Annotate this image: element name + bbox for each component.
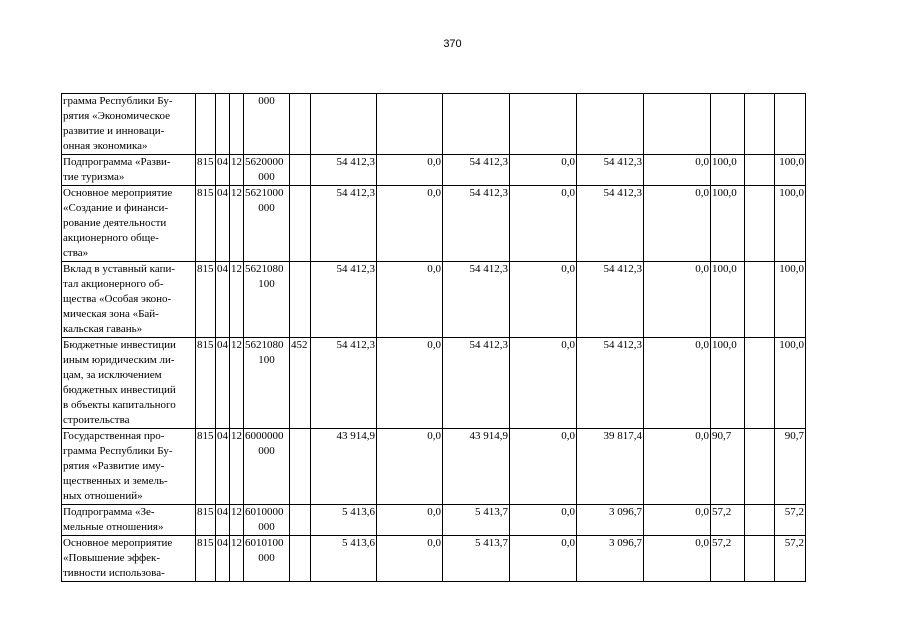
expense-type-code — [290, 536, 311, 582]
value-1: 54 412,3 — [311, 338, 377, 429]
percent-1 — [711, 94, 745, 155]
value-5: 3 096,7 — [577, 505, 644, 536]
value-5: 39 817,4 — [577, 429, 644, 505]
subsection-code: 12 — [230, 338, 244, 429]
budget-table — [61, 93, 806, 582]
value-5 — [577, 94, 644, 155]
page-number: 370 — [443, 38, 462, 50]
percent-2: 57,2 — [775, 505, 806, 536]
value-4: 0,0 — [510, 186, 577, 262]
admin-code: 815 — [196, 505, 216, 536]
expense-type-code — [290, 94, 311, 155]
value-5: 54 412,3 — [577, 338, 644, 429]
target-article-code-line1: 6000000 — [245, 430, 284, 442]
target-article-code-line1: 5621080 — [245, 263, 284, 275]
value-4: 0,0 — [510, 155, 577, 186]
value-6: 0,0 — [644, 429, 711, 505]
value-1: 54 412,3 — [311, 155, 377, 186]
percent-2: 57,2 — [775, 536, 806, 582]
percent-2: 100,0 — [775, 262, 806, 338]
table-row — [62, 262, 806, 338]
value-3: 43 914,9 — [443, 429, 510, 505]
target-article-code-line2: 000 — [258, 171, 275, 183]
table-row — [62, 338, 806, 429]
subsection-code: 12 — [230, 536, 244, 582]
value-8 — [745, 186, 775, 262]
value-8 — [745, 155, 775, 186]
section-code: 04 — [216, 505, 230, 536]
value-1: 54 412,3 — [311, 186, 377, 262]
admin-code: 815 — [196, 186, 216, 262]
value-3: 54 412,3 — [443, 262, 510, 338]
target-article-code — [244, 262, 290, 338]
target-article-code-line2: 000 — [258, 95, 275, 107]
value-2: 0,0 — [377, 155, 443, 186]
value-6: 0,0 — [644, 338, 711, 429]
table-row — [62, 429, 806, 505]
section-code: 04 — [216, 155, 230, 186]
value-1: 43 914,9 — [311, 429, 377, 505]
target-article-code — [244, 155, 290, 186]
value-6: 0,0 — [644, 155, 711, 186]
value-6: 0,0 — [644, 186, 711, 262]
table-row — [62, 536, 806, 582]
subsection-code: 12 — [230, 262, 244, 338]
target-article-code — [244, 338, 290, 429]
section-code: 04 — [216, 429, 230, 505]
value-4: 0,0 — [510, 429, 577, 505]
value-2: 0,0 — [377, 186, 443, 262]
value-2 — [377, 94, 443, 155]
row-name: Основное мероприятие «Повышение эффек- тивности использова- — [62, 536, 196, 582]
value-6: 0,0 — [644, 505, 711, 536]
subsection-code: 12 — [230, 505, 244, 536]
target-article-code-line2: 100 — [258, 278, 275, 290]
value-3: 54 412,3 — [443, 155, 510, 186]
admin-code — [196, 94, 216, 155]
subsection-code: 12 — [230, 429, 244, 505]
target-article-code — [244, 186, 290, 262]
admin-code: 815 — [196, 155, 216, 186]
expense-type-code: 452 — [290, 338, 311, 429]
percent-2: 90,7 — [775, 429, 806, 505]
percent-2: 100,0 — [775, 338, 806, 429]
row-name: Основное мероприятие «Создание и финанси- рование деятельности акционерного обще- ства» — [62, 186, 196, 262]
expense-type-code — [290, 429, 311, 505]
target-article-code-line2: 000 — [258, 445, 275, 457]
value-8 — [745, 536, 775, 582]
section-code: 04 — [216, 536, 230, 582]
row-name: Подпрограмма «Зе- мельные отношения» — [62, 505, 196, 536]
section-code: 04 — [216, 338, 230, 429]
target-article-code-line1: 5621080 — [245, 339, 284, 351]
target-article-code-line1: 6010000 — [245, 506, 284, 518]
value-3: 54 412,3 — [443, 186, 510, 262]
row-name: Бюджетные инвестиции иным юридическим ли- цам, за исключением бюджетных инвестиций в объекты капитального строительства — [62, 338, 196, 429]
value-2: 0,0 — [377, 505, 443, 536]
value-6: 0,0 — [644, 536, 711, 582]
value-8 — [745, 505, 775, 536]
value-1: 5 413,6 — [311, 505, 377, 536]
value-5: 54 412,3 — [577, 186, 644, 262]
target-article-code-line2: 000 — [258, 202, 275, 214]
percent-1: 100,0 — [711, 186, 745, 262]
target-article-code — [244, 94, 290, 155]
subsection-code: 12 — [230, 155, 244, 186]
value-5: 54 412,3 — [577, 262, 644, 338]
target-article-code — [244, 429, 290, 505]
section-code: 04 — [216, 186, 230, 262]
value-3 — [443, 94, 510, 155]
value-8 — [745, 94, 775, 155]
admin-code: 815 — [196, 536, 216, 582]
percent-1: 100,0 — [711, 338, 745, 429]
value-3: 54 412,3 — [443, 338, 510, 429]
value-1 — [311, 94, 377, 155]
row-name: Вклад в уставный капи- тал акционерного об- щества «Особая эконо- мическая зона «Бай- кальская гавань» — [62, 262, 196, 338]
value-3: 5 413,7 — [443, 505, 510, 536]
value-8 — [745, 429, 775, 505]
value-2: 0,0 — [377, 262, 443, 338]
target-article-code-line1: 6010100 — [245, 537, 284, 549]
target-article-code-line2: 000 — [258, 552, 275, 564]
value-2: 0,0 — [377, 429, 443, 505]
row-name: грамма Республики Бу- рятия «Экономическое развитие и инноваци- онная экономика» — [62, 94, 196, 155]
value-4: 0,0 — [510, 338, 577, 429]
value-6 — [644, 94, 711, 155]
table-row — [62, 505, 806, 536]
target-article-code-line2: 100 — [258, 354, 275, 366]
expense-type-code — [290, 186, 311, 262]
target-article-code-line1: 5621000 — [245, 187, 284, 199]
expense-type-code — [290, 155, 311, 186]
percent-1: 100,0 — [711, 155, 745, 186]
admin-code: 815 — [196, 338, 216, 429]
value-5: 3 096,7 — [577, 536, 644, 582]
admin-code: 815 — [196, 429, 216, 505]
table-row — [62, 186, 806, 262]
value-2: 0,0 — [377, 338, 443, 429]
subsection-code — [230, 94, 244, 155]
percent-2: 100,0 — [775, 155, 806, 186]
target-article-code — [244, 505, 290, 536]
percent-1: 57,2 — [711, 536, 745, 582]
value-4: 0,0 — [510, 536, 577, 582]
row-name: Подпрограмма «Разви- тие туризма» — [62, 155, 196, 186]
percent-2: 100,0 — [775, 186, 806, 262]
target-article-code — [244, 536, 290, 582]
value-8 — [745, 338, 775, 429]
row-name: Государственная про- грамма Республики Бу- рятия «Развитие иму- щественных и земель- ных отношений» — [62, 429, 196, 505]
section-code — [216, 94, 230, 155]
value-1: 54 412,3 — [311, 262, 377, 338]
table-row — [62, 155, 806, 186]
table-row — [62, 94, 806, 155]
value-5: 54 412,3 — [577, 155, 644, 186]
value-2: 0,0 — [377, 536, 443, 582]
value-4 — [510, 94, 577, 155]
percent-2 — [775, 94, 806, 155]
subsection-code: 12 — [230, 186, 244, 262]
expense-type-code — [290, 262, 311, 338]
percent-1: 57,2 — [711, 505, 745, 536]
admin-code: 815 — [196, 262, 216, 338]
value-1: 5 413,6 — [311, 536, 377, 582]
expense-type-code — [290, 505, 311, 536]
percent-1: 100,0 — [711, 262, 745, 338]
section-code: 04 — [216, 262, 230, 338]
value-4: 0,0 — [510, 262, 577, 338]
percent-1: 90,7 — [711, 429, 745, 505]
value-3: 5 413,7 — [443, 536, 510, 582]
target-article-code-line2: 000 — [258, 521, 275, 533]
value-4: 0,0 — [510, 505, 577, 536]
target-article-code-line1: 5620000 — [245, 156, 284, 168]
value-6: 0,0 — [644, 262, 711, 338]
value-8 — [745, 262, 775, 338]
